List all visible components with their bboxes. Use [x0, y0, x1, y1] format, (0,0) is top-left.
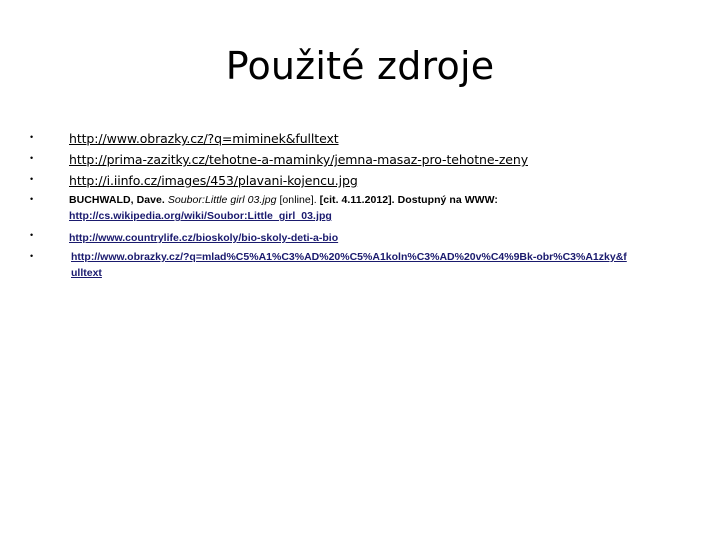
citation-url-link[interactable]: http://cs.wikipedia.org/wiki/Soubor:Little_girl_03.jpg [69, 210, 332, 222]
bullet: • [30, 251, 34, 261]
citation-author: BUCHWALD, Dave. [69, 194, 165, 206]
source-link-countrylife[interactable]: http://www.countrylife.cz/bioskoly/bio-skoly-deti-a-bio [69, 232, 339, 244]
source-link-obrazky-miminek[interactable]: http://www.obrazky.cz/?q=miminek&fulltext [69, 131, 339, 146]
citation-buchwald [69, 192, 629, 224]
citation-medium: [online]. [279, 194, 317, 206]
citation-work-title: Soubor:Little girl 03.jpg [167, 194, 277, 206]
slide-title: Použité zdroje [225, 44, 495, 88]
bullet: • [30, 230, 34, 240]
bullet: • [30, 174, 34, 184]
bullet: • [30, 132, 34, 142]
source-link-obrazky-skolni-vek[interactable]: http://www.obrazky.cz/?q=mlad%C5%A1%C3%AD%20%C5%A1koln%C3%AD%20v%C4%9Bk-obr%C3%A1zky&fulltext [71, 251, 627, 279]
bullet: • [30, 153, 34, 163]
citation-cited: [cit. 4.11.2012]. Dostupný na WWW: [319, 194, 498, 206]
source-link-iinfo-image[interactable]: http://i.iinfo.cz/images/453/plavani-kojencu.jpg [69, 173, 358, 188]
source-link-prima-zazitky[interactable]: http://prima-zazitky.cz/tehotne-a-maminky/jemna-masaz-pro-tehotne-zeny [69, 152, 528, 167]
bullet: • [30, 194, 34, 204]
